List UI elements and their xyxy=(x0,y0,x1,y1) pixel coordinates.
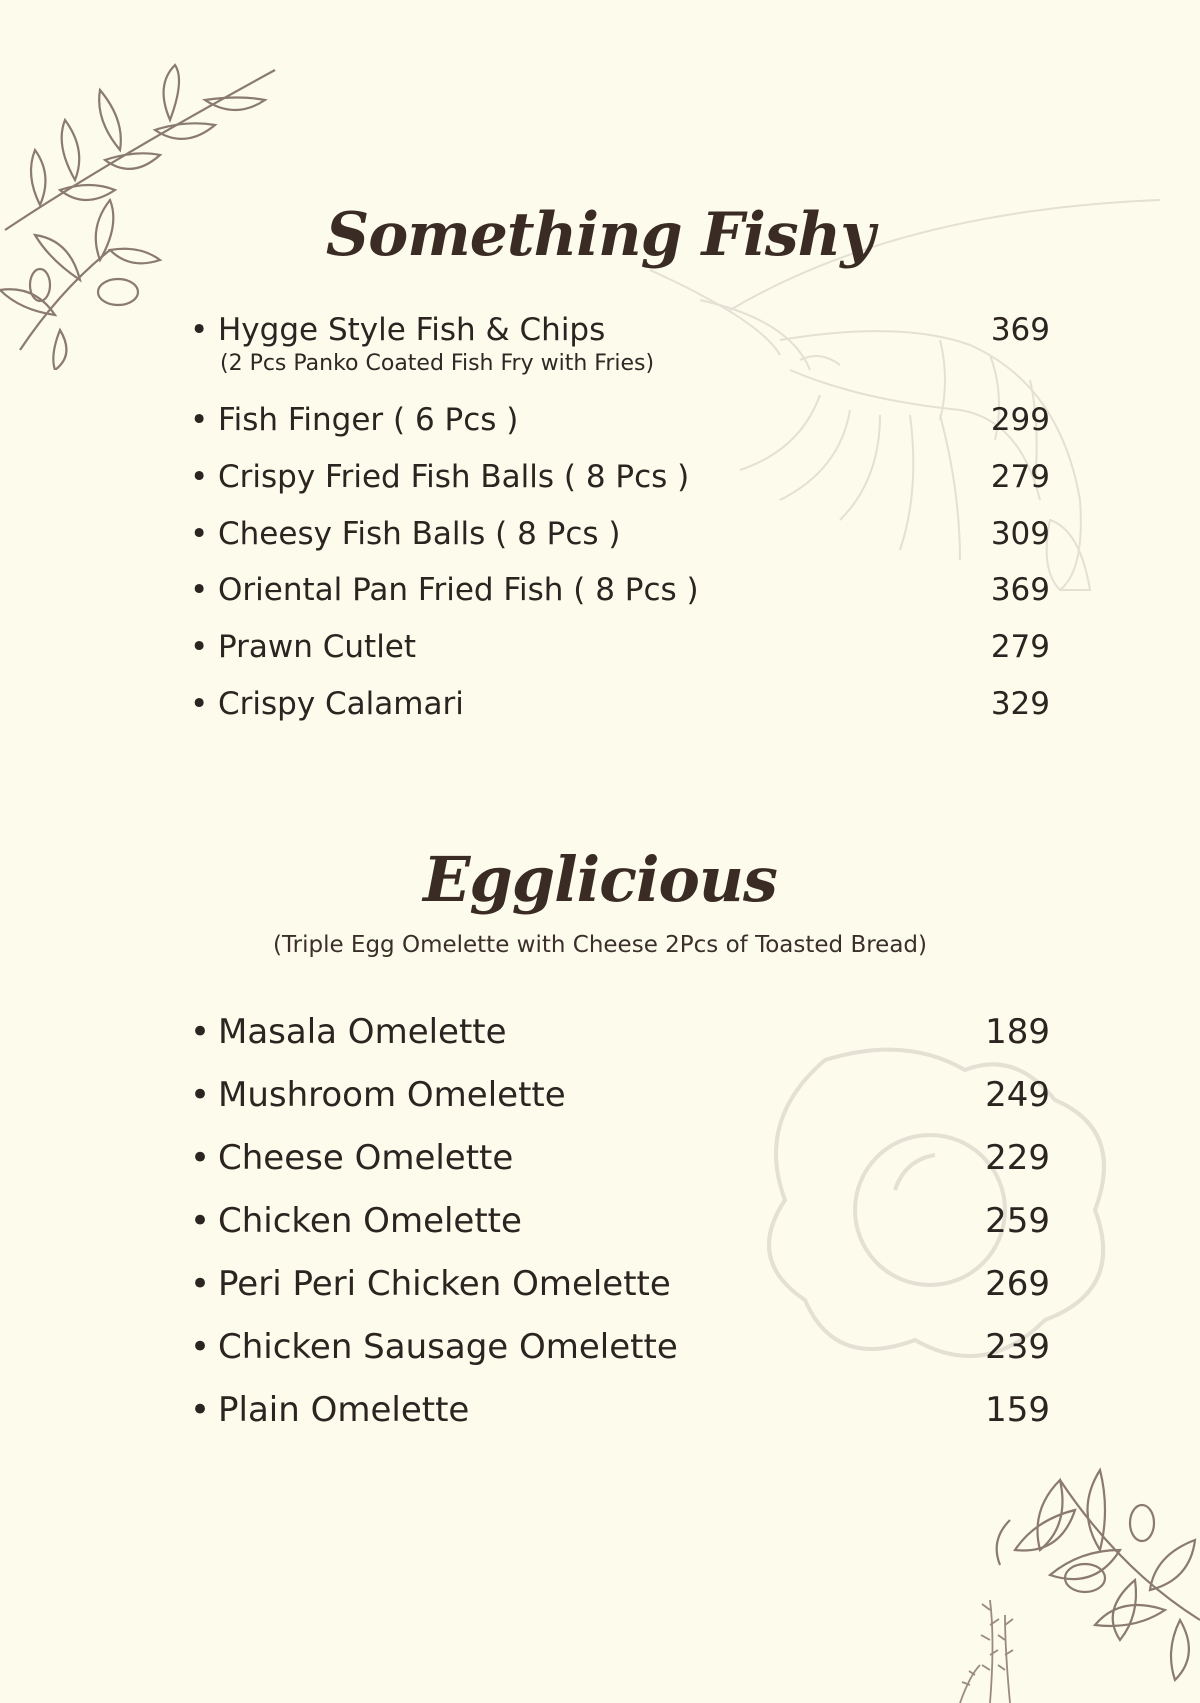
bullet: • xyxy=(190,686,209,722)
bullet: • xyxy=(190,1138,211,1178)
item-name: Chicken Sausage Omelette xyxy=(218,1327,678,1367)
item-name: Masala Omelette xyxy=(218,1012,507,1052)
item-price: 309 xyxy=(990,516,1050,552)
list-item xyxy=(190,686,1050,726)
item-name: Hygge Style Fish & Chips xyxy=(218,312,606,348)
list-item xyxy=(190,1264,1050,1308)
list-item xyxy=(190,1327,1050,1371)
list-item xyxy=(190,1201,1050,1245)
leaf-branch-icon xyxy=(950,1440,1200,1703)
item-name: Prawn Cutlet xyxy=(218,629,417,665)
bullet: • xyxy=(190,629,209,665)
item-name: Peri Peri Chicken Omelette xyxy=(218,1264,671,1304)
item-description: (2 Pcs Panko Coated Fish Fry with Fries) xyxy=(220,351,655,376)
bullet: • xyxy=(190,1075,211,1115)
bullet: • xyxy=(190,1264,211,1304)
list-item xyxy=(190,1012,1050,1056)
item-price: 279 xyxy=(990,459,1050,495)
list-item xyxy=(190,629,1050,669)
bullet: • xyxy=(190,1201,211,1241)
item-price: 159 xyxy=(985,1390,1050,1430)
item-name: Chicken Omelette xyxy=(218,1201,522,1241)
item-price: 239 xyxy=(985,1327,1050,1367)
list-item xyxy=(190,312,1050,387)
item-name: Cheese Omelette xyxy=(218,1138,514,1178)
item-price: 269 xyxy=(985,1264,1050,1304)
item-name: Crispy Fried Fish Balls ( 8 Pcs ) xyxy=(218,459,690,495)
item-name: Crispy Calamari xyxy=(218,686,464,722)
section-note: (Triple Egg Omelette with Cheese 2Pcs of Toasted Bread) xyxy=(272,932,927,958)
list-item xyxy=(190,1390,1050,1434)
item-price: 229 xyxy=(985,1138,1050,1178)
list-item xyxy=(190,516,1050,556)
item-price: 249 xyxy=(985,1075,1050,1115)
item-price: 189 xyxy=(985,1012,1050,1052)
fishy-menu-list xyxy=(190,312,1050,732)
list-item xyxy=(190,459,1050,499)
bullet: • xyxy=(190,1327,211,1367)
bullet: • xyxy=(190,312,209,348)
bullet: • xyxy=(190,516,209,552)
bullet: • xyxy=(190,459,209,495)
item-price: 329 xyxy=(990,686,1050,722)
bullet: • xyxy=(190,402,209,438)
list-item xyxy=(190,1075,1050,1119)
item-price: 369 xyxy=(990,312,1050,348)
item-price: 369 xyxy=(990,572,1050,608)
section-title-something-fishy: Something Fishy xyxy=(325,200,875,270)
item-name: Mushroom Omelette xyxy=(218,1075,566,1115)
bullet: • xyxy=(190,1012,211,1052)
item-price: 299 xyxy=(990,402,1050,438)
item-name: Cheesy Fish Balls ( 8 Pcs ) xyxy=(218,516,621,552)
bullet: • xyxy=(190,572,209,608)
egg-menu-list xyxy=(190,1012,1050,1432)
item-name: Plain Omelette xyxy=(218,1390,470,1430)
item-name: Fish Finger ( 6 Pcs ) xyxy=(218,402,519,438)
item-price: 259 xyxy=(985,1201,1050,1241)
item-name: Oriental Pan Fried Fish ( 8 Pcs ) xyxy=(218,572,699,608)
item-price: 279 xyxy=(990,629,1050,665)
list-item xyxy=(190,402,1050,442)
list-item xyxy=(190,1138,1050,1182)
bullet: • xyxy=(190,1390,211,1430)
list-item xyxy=(190,572,1050,612)
section-title-egglicious: Egglicious xyxy=(423,843,777,916)
